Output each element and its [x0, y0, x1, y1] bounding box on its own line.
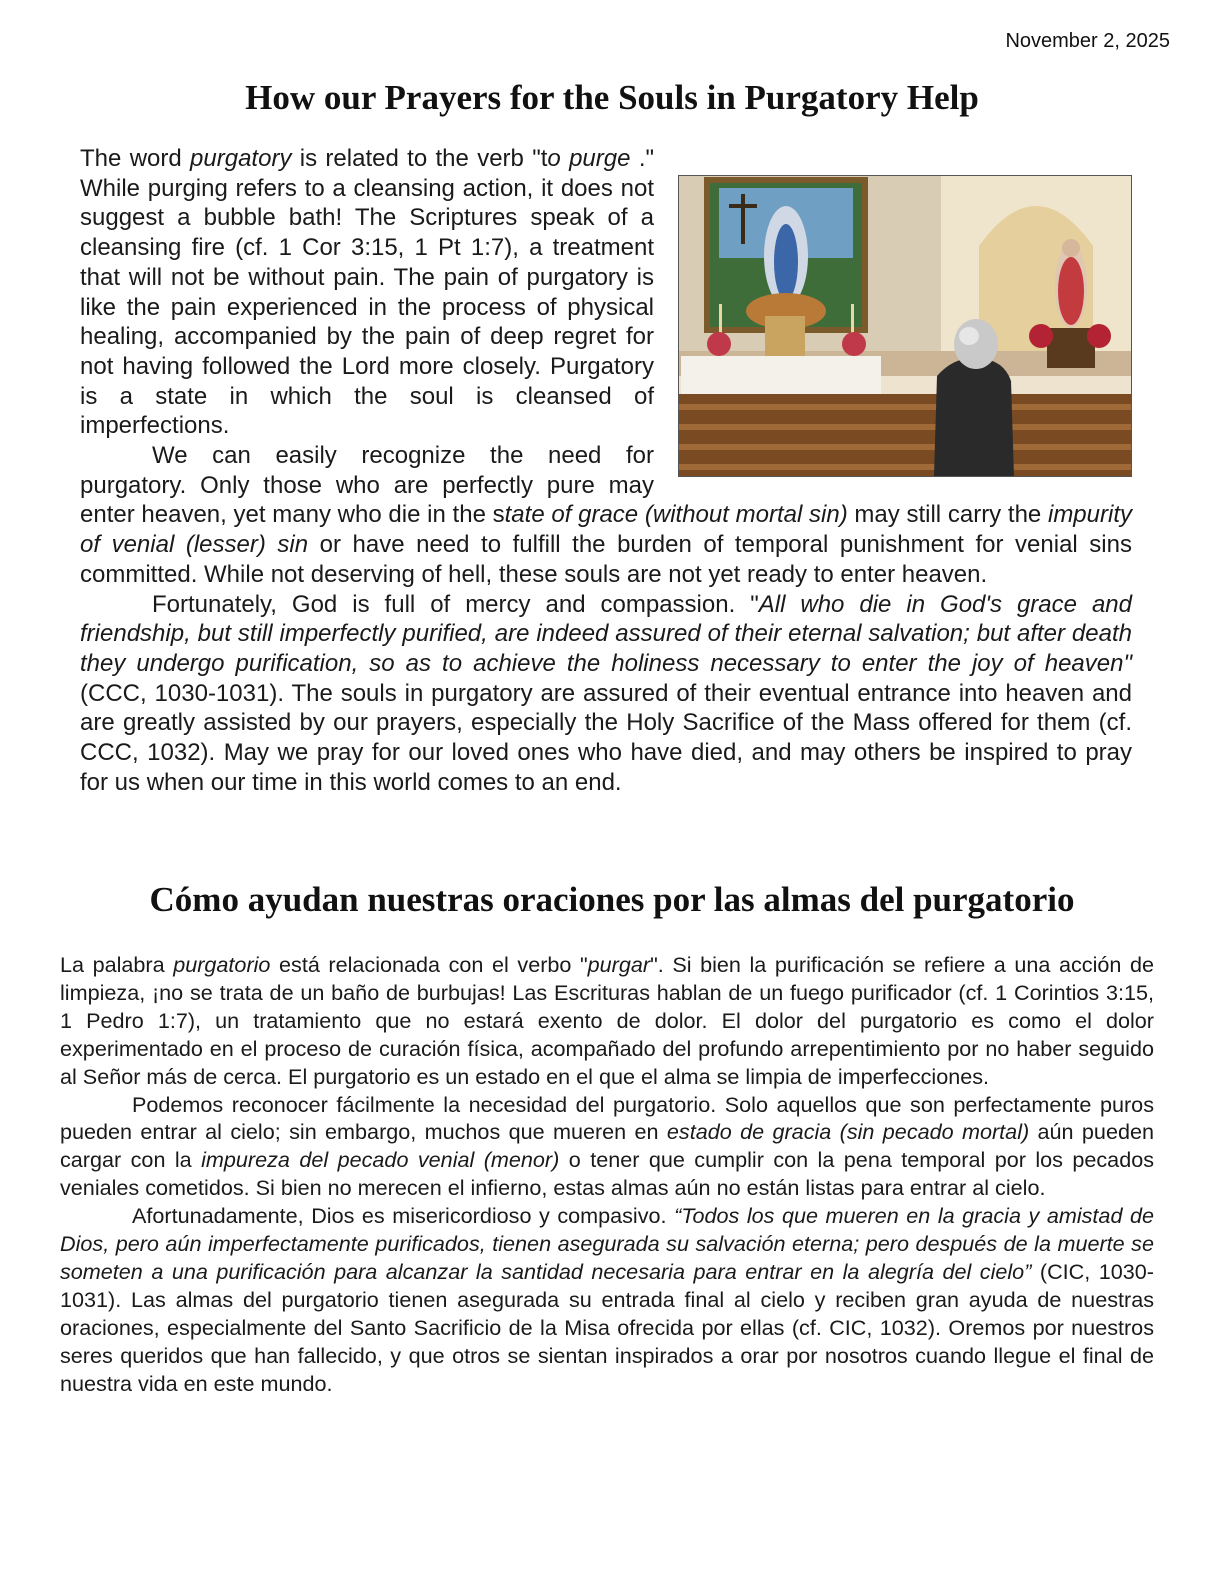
spanish-article [60, 951, 1154, 1398]
english-paragraph-1: The word purgatory is related to the verb "to purge ." While purging refers to a cleansing action, it does not suggest a bubble bath! The Scriptures speak of a cleansing fire (cf. 1 Cor 3:15, 1 Pt 1:7), a treatment that will not be without pain. The pain of purgatory is like the pain experienced in the process of physical healing, accompanied by the pain of deep regret for not having followed the Lord more closely. Purgatory is a state in which the soul is cleansed of imperfections. [80, 144, 1132, 441]
english-article [80, 144, 1132, 797]
spanish-title: Cómo ayudan nuestras oraciones por las almas del purgatorio [149, 880, 1075, 919]
english-title: How our Prayers for the Souls in Purgatory Help [245, 78, 979, 117]
english-p1-cont: ." While purging refers to a cleansing action, it does not suggest a bubble bath! The Scriptures speak of a cleansing fire (cf. 1 Cor 3:15, 1 Pt 1:7), a treatment that will not be without pain. The pain of purgatory is like the pain experienced in the process of physical healing, accompanied by the pain of deep regret for not having followed the Lord more closely. Purgatory is a state in which the soul is cleansed of imperfections. [80, 145, 654, 439]
english-paragraph-3: Fortunately, God is full of mercy and compassion. "All who die in God's grace and friendship, but still imperfectly purified, are indeed assured of their eternal salvation; but after death they undergo purification, so as to achieve the holiness necessary to enter the joy of heaven" (CCC, 1030-1031). The souls in purgatory are assured of their eventual entrance into heaven and are greatly assisted by our prayers, especially the Holy Sacrifice of the Mass offered for them (cf. CCC, 1032). May we pray for our loved ones who have died, and may others be inspired to pray for us when our time in this world comes to an end. [80, 590, 1132, 796]
church-prayer-photo [678, 175, 1132, 477]
spanish-paragraph-1: La palabra purgatorio está relacionada con el verbo "purgar". Si bien la purificación se refiere a una acción de limpieza, ¡no se trata de un baño de burbujas! Las Escrituras hablan de un fuego purificador (cf. 1 Corintios 3:15, 1 Pedro 1:7), un tratamiento que no estará exento de dolor. El dolor del purgatorio es como el dolor experimentado en el proceso de curación física, acompañado del profundo arrepentimiento por no haber seguido al Señor más de cerca. El purgatorio es un estado en el que el alma se limpia de imperfecciones. [60, 952, 1154, 1089]
spanish-paragraph-2: Podemos reconocer fácilmente la necesidad del purgatorio. Solo aquellos que son perfectamente puros pueden entrar al cielo; sin embargo, muchos que mueren en estado de gracia (sin pecado mortal) aún pueden cargar con la impureza del pecado venial (menor) o tener que cumplir con la pena temporal por los pecados veniales cometidos. Si bien no merecen el infierno, estas almas aún no están listas para entrar al cielo. [60, 1091, 1155, 1201]
spanish-paragraph-3: Afortunadamente, Dios es misericordioso y compasivo. “Todos los que mueren en la gracia y amistad de Dios, pero aún imperfectamente purificados, tienen asegurada su salvación eterna; pero después de la muerte se someten a una purificación para alcanzar la santidad necesaria para entrar en la alegría del cielo” (CIC, 1030-1031). Las almas del purgatorio tienen asegurada su entrada final al cielo y reciben gran ayuda de nuestras oraciones, especialmente del Santo Sacrificio de la Misa ofrecida por ellas (cf. CIC, 1032). Oremos por nuestros seres queridos que han fallecido, y que otros se sientan inspirados a orar por nosotros cuando llegue el final de nuestra vida en este mundo. [60, 1203, 1155, 1396]
english-paragraph-2: We can easily recognize the need for purgatory. Only those who are perfectly pure may enter heaven, yet many who die in the state of grace (without mortal sin) may still carry the impurity of venial (lesser) sin or have need to fulfill the burden of temporal punishment for venial sins committed. While not deserving of hell, these souls are not yet ready to enter heaven. [80, 442, 1132, 588]
date: November 2, 2025 [1005, 30, 1170, 52]
